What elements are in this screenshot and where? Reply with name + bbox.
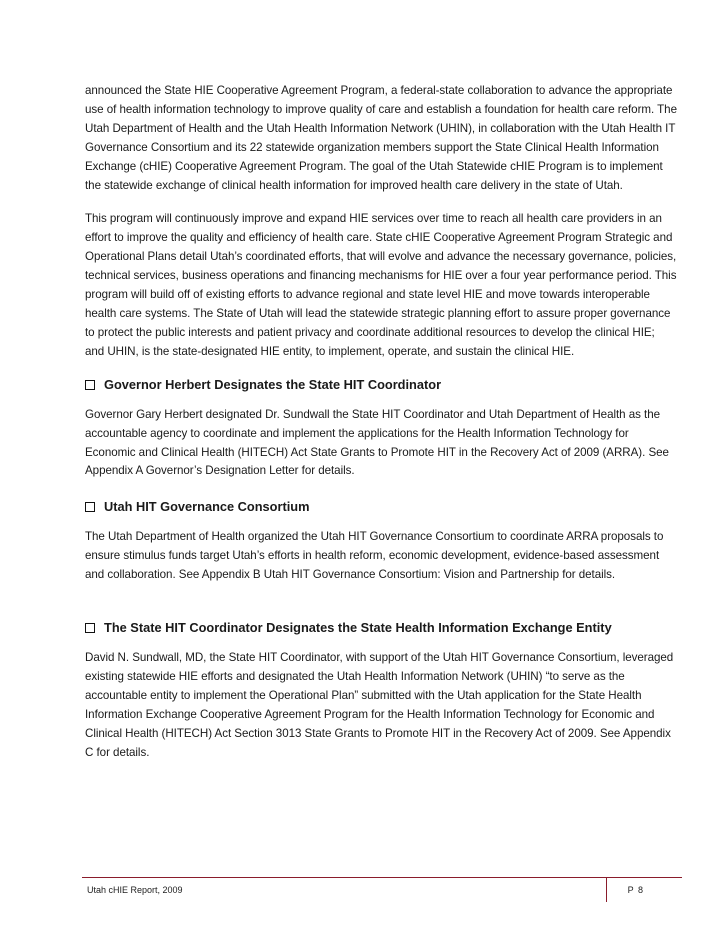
paragraph-intro: announced the State HIE Cooperative Agreement Program, a federal-state collaboration to advance the appropriate use of health information technology to improve quality of care and establish a foundation for health care reform. The Utah Department of Health and the Utah Health Information Network (UHIN), in collaboration with the Utah Health IT Governance Consortium and its 22 statewide organization members support the State Clinical Health Information Exchange (cHIE) Cooperative Agreement Program. The goal of the Utah Statewide cHIE Program is to implement the statewide exchange of clinical health information for improved health care delivery in the state of Utah. bbox=[85, 84, 677, 192]
section-body-coordinator: Governor Gary Herbert designated Dr. Sundwall the State HIT Coordinator and Utah Department of Health as the accountable agency to coordinate and implement the applications for the Health Information Technology for Economic and Clinical Health (HITECH) Act State Grants to Promote HIT in the Recovery Act of 2009 (ARRA). See Appendix A Governor’s Designation Letter for details. bbox=[85, 407, 669, 478]
checkbox-icon bbox=[85, 502, 95, 512]
footer-divider bbox=[606, 878, 607, 902]
paragraph-program: This program will continuously improve and expand HIE services over time to reach all health care providers in an effort to improve the quality and efficiency of health care. State cHIE Cooperative Agreement Program Strategic and Operational Plans detail Utah’s coordinated efforts, that will evolve and advance the necessary governance, policies, technical services, business operations and financing mechanisms for HIE over a four year performance period. This program will build off of existing efforts to advance regional and state level HIE and move towards interoperable health care systems. The State of Utah will lead the statewide strategic planning effort to assure proper governance to protect the public interests and patient privacy and coordinate additional resources to develop the clinical HIE; and UHIN, is the state-designated HIE entity, to implement, operate, and sustain the clinical HIE. bbox=[85, 212, 677, 358]
section-heading-text: Utah HIT Governance Consortium bbox=[104, 499, 310, 515]
section-body-hie-entity: David N. Sundwall, MD, the State HIT Coordinator, with support of the Utah HIT Governance Consortium, leveraged existing statewide HIE efforts and designated the Utah Health Information Network (UHIN) “to serve as the accountable entity to implement the Operational Plan” submitted with the Utah application for the State Health Information Exchange Cooperative Agreement Program for the Health Information Technology for Economic and Clinical Health (HITECH) Act Section 3013 State Grants to Promote HIT in the Recovery Act of 2009. See Appendix C for details. bbox=[85, 651, 674, 759]
section-body-consortium: The Utah Department of Health organized the Utah HIT Governance Consortium to coordinate ARRA proposals to ensure stimulus funds target Utah’s efforts in health reform, economic development, evidence-based assessment and collaboration. See Appendix B Utah HIT Governance Consortium: Vision and Partnership for details. bbox=[85, 530, 664, 582]
section-heading-coordinator bbox=[85, 376, 677, 394]
footer-report-title: Utah cHIE Report, 2009 bbox=[87, 885, 183, 895]
checkbox-icon bbox=[85, 380, 95, 390]
section-heading-text: The State HIT Coordinator Designates the State Health Information Exchange Entity bbox=[104, 620, 612, 636]
page-content bbox=[85, 82, 677, 762]
footer-page-number: P 8 bbox=[627, 885, 644, 895]
section-heading-text: Governor Herbert Designates the State HIT Coordinator bbox=[104, 376, 442, 392]
section-heading-consortium bbox=[85, 498, 677, 516]
page-footer bbox=[82, 877, 682, 902]
checkbox-icon bbox=[85, 623, 95, 633]
section-heading-hie-entity bbox=[85, 619, 677, 637]
